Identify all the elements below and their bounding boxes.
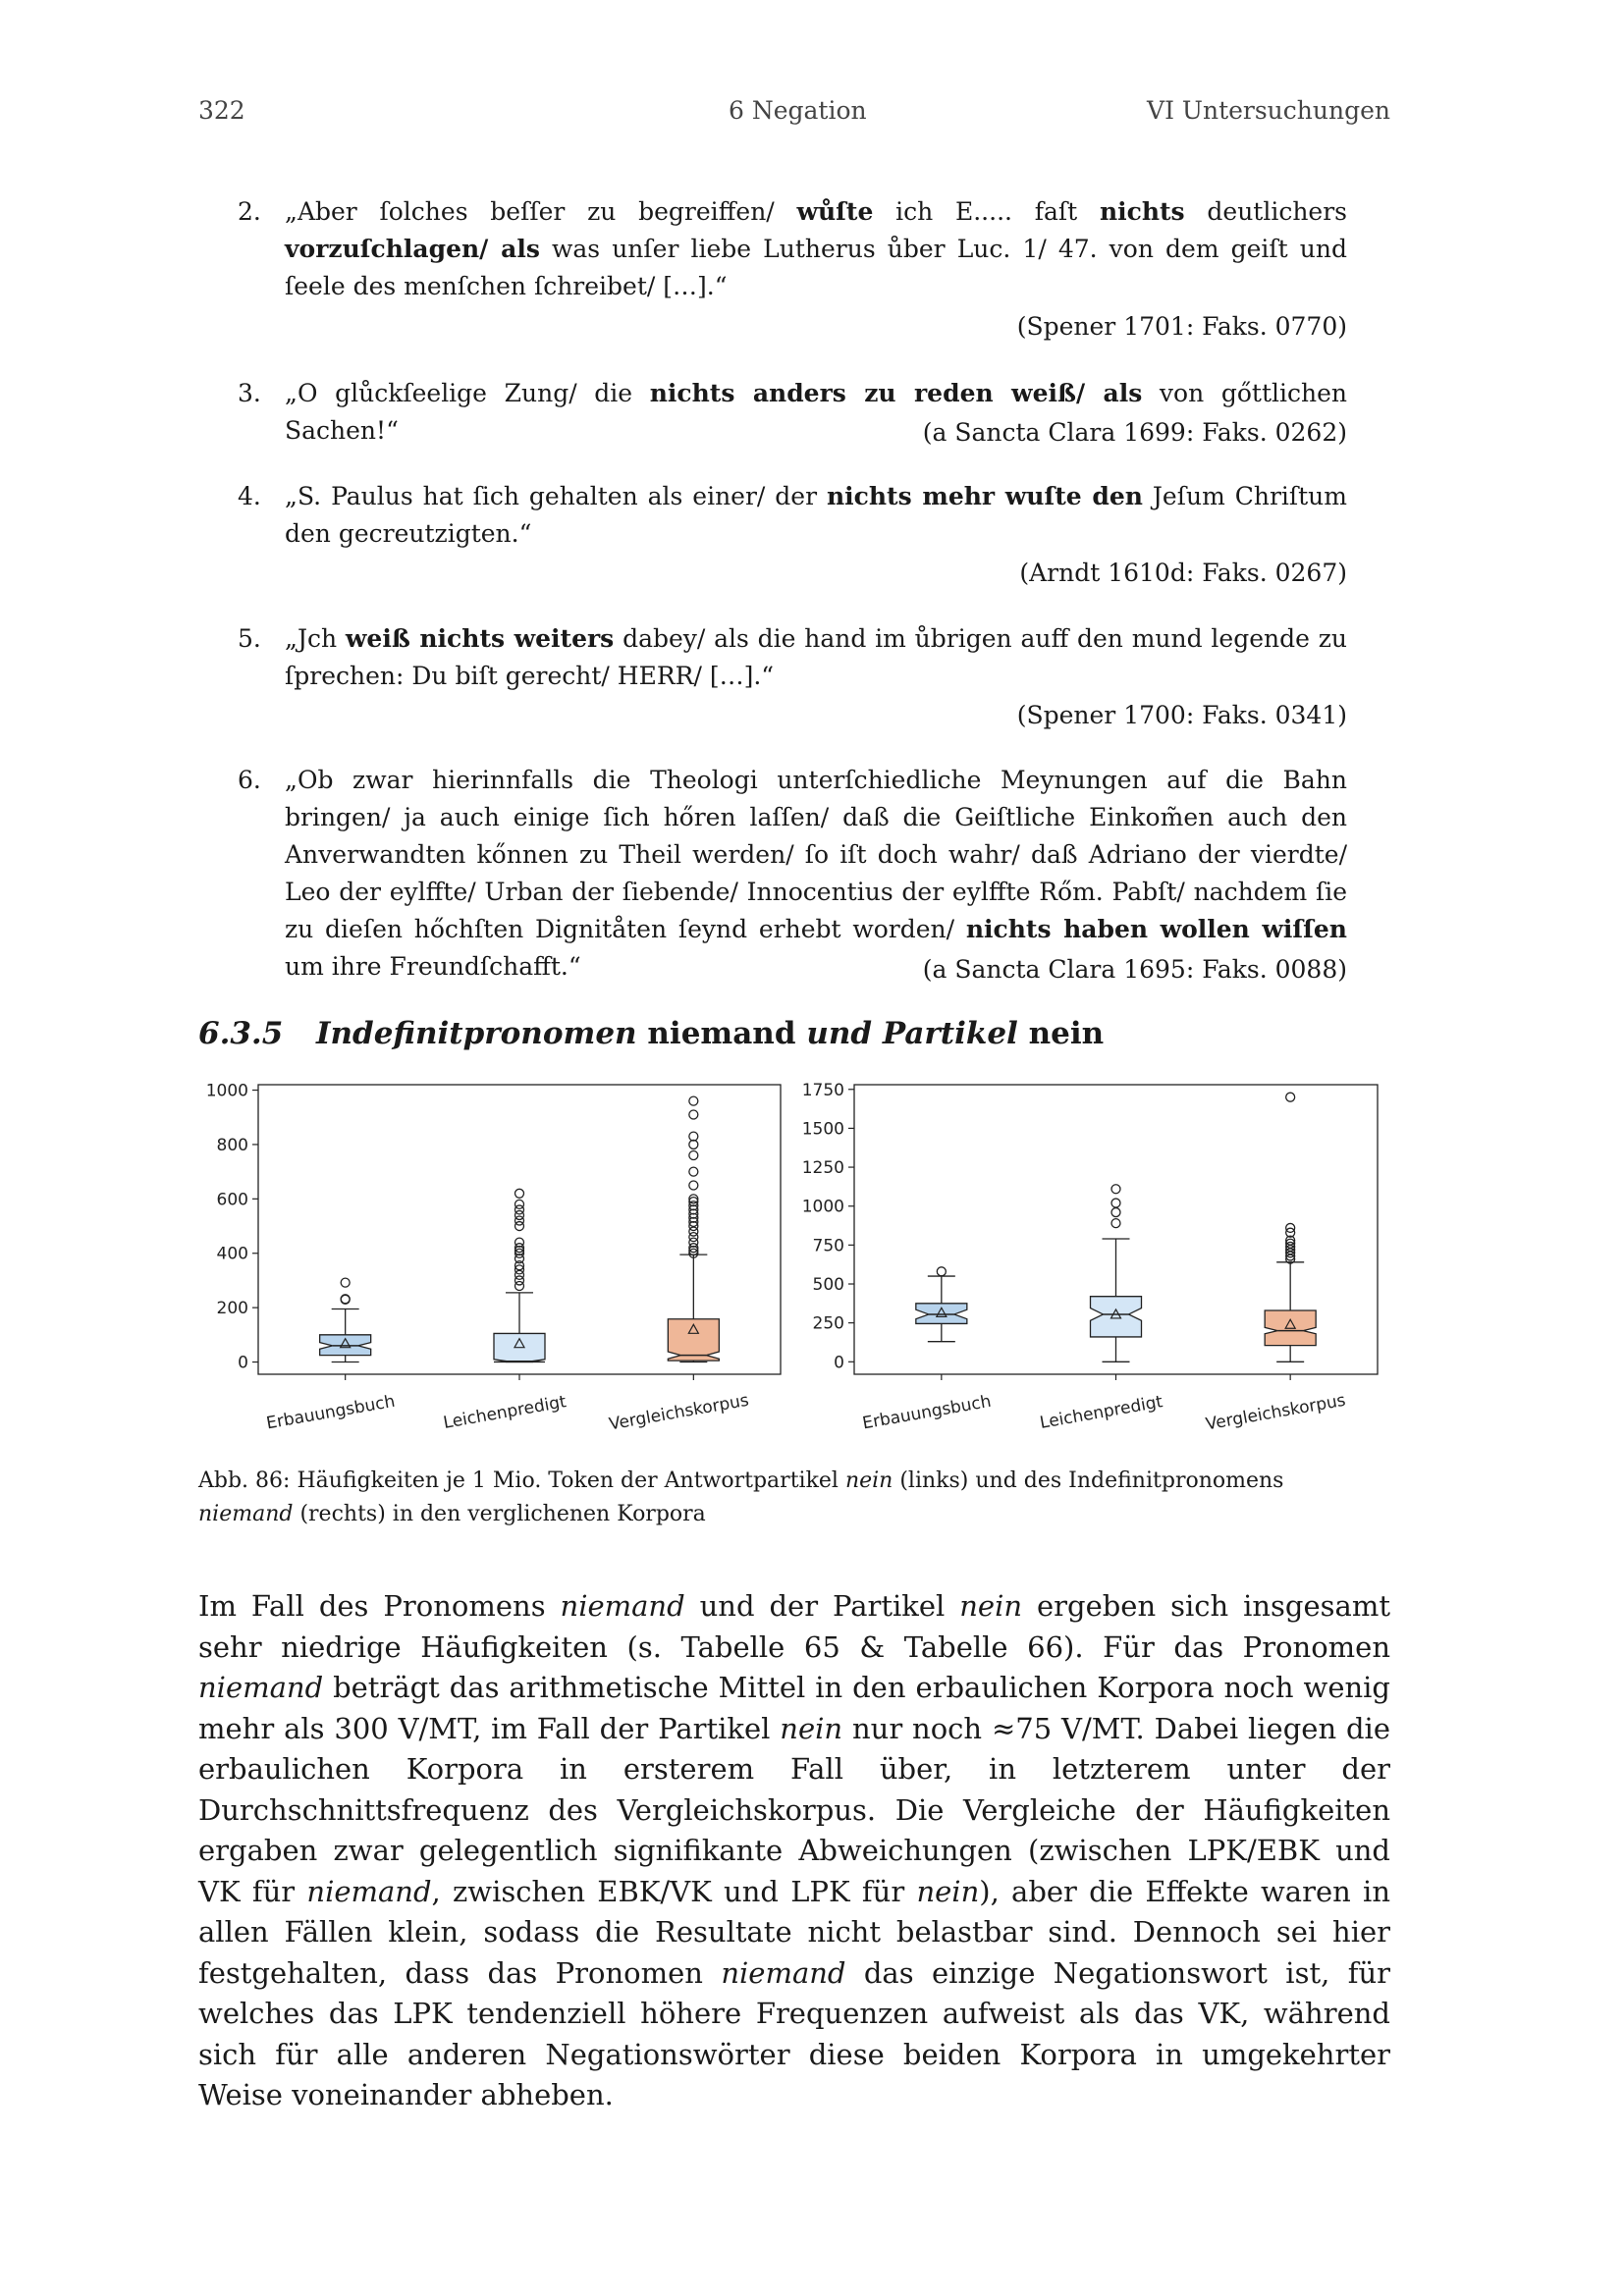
- box: [1091, 1297, 1142, 1337]
- example-number: 2.: [238, 197, 261, 226]
- section-title-term: nein: [1028, 1016, 1105, 1051]
- example-source: (a Sancta Clara 1699: Faks. 0262): [922, 418, 1347, 447]
- y-tick-label: 1000: [205, 1081, 248, 1101]
- example-source: (a Sancta Clara 1695: Faks. 0088): [922, 955, 1347, 984]
- outlier-point: [937, 1267, 946, 1276]
- example-quote: „S. Paulus hat ſich gehalten als einer/ der nichts mehr wuſte den Jeſum Chriſtum den gecreutzigten.“: [285, 482, 1347, 548]
- figure-caption: Abb. 86: Häufigkeiten je 1 Mio. Token der Antwortpartikel nein (links) und des Indefinitpronomens niemand (rechts) in den verglichenen Korpora: [198, 1468, 1284, 1526]
- section-heading: [198, 1016, 1104, 1051]
- section-title-term: niemand: [647, 1016, 796, 1051]
- example-2: [238, 193, 1347, 350]
- section-number: 6.3.5: [198, 1016, 284, 1051]
- body-paragraph: Im Fall des Pronomens niemand und der Partikel nein ergeben sich insgesamt sehr niedrige Häufigkeiten (s. Tabelle 65 & Tabelle 66). Für das Pronomen niemand beträgt das arithmetische Mittel in den erbaulichen Korpora noch wenig mehr als 300 V/MT, im Fall der Partikel nein nur noch ≈75 V/MT. Dabei liegen die erbaulichen Korpora in ersterem Fall über, in letzterem unter der Durchschnittsfrequenz des Vergleichskorpus. Die Vergleiche der Häufigkeiten ergaben zwar gelegentlich signifikante Abweichungen (zwischen LPK/EBK und VK für niemand, zwischen EBK/VK und LPK für nein), aber die Effekte waren in allen Fällen klein, sodass die Resultate nicht belastbar sind. Dennoch sei hier festgehalten, dass das Pronomen niemand das einzige Negationswort ist, für welches das LPK tendenziell höhere Frequenzen aufweist als das VK, während sich für alle anderen Negationswörter diese beiden Korpora in umgekehrter Weise voneinander abheben.: [198, 1589, 1391, 2111]
- outlier-point: [1111, 1185, 1120, 1194]
- example-5: [238, 620, 1347, 738]
- outlier-point: [515, 1189, 524, 1198]
- example-3: [238, 375, 1347, 454]
- outlier-point: [515, 1200, 524, 1208]
- outlier-point: [1286, 1093, 1295, 1101]
- outlier-point: [689, 1110, 698, 1119]
- y-tick-label: 200: [216, 1299, 248, 1319]
- y-tick-label: 250: [812, 1313, 844, 1334]
- box: [916, 1304, 967, 1324]
- example-source: (Arndt 1610d: Faks. 0267): [1019, 559, 1347, 587]
- example-quote: „Ob zwar hierinnfalls die Theologi unterſchiedliche Meynungen auf die Bahn bringen/ ja auch einige ſich hőren laſſen/ daß die Geiſtliche Einkom̃en auch den Anverwandten kőnnen zu Theil werden/ ſo iſt doch wahr/ daß Adriano der vierdte/ Leo der eylffte/ Urban der ſiebende/ Innocentius der eylffte Rőm. Pabſt/ nachdem ſie zu dieſen hőchſten Dignitåten ſeynd erhebt worden/ nichts haben wollen wiſſen um ihre Freundſchafft.“: [285, 766, 1347, 981]
- example-4: [238, 478, 1347, 596]
- y-tick-label: 0: [834, 1353, 844, 1373]
- outlier-point: [1111, 1199, 1120, 1207]
- y-tick-label: 1500: [801, 1119, 844, 1140]
- y-tick-label: 600: [216, 1190, 248, 1210]
- x-tick-label: Vergleichskorpus: [1204, 1390, 1348, 1435]
- example-source: (Spener 1700: Faks. 0341): [1016, 701, 1347, 729]
- y-tick-label: 0: [238, 1353, 248, 1373]
- section-title-part: und Partikel: [806, 1016, 1018, 1051]
- outlier-point: [1111, 1208, 1120, 1217]
- example-quote: „O glůckſeelige Zung/ die nichts anders zu reden weiß/ als von gőttlichen Sachen!“: [285, 379, 1347, 445]
- outlier-point: [689, 1151, 698, 1160]
- boxplot-chart-nein: [198, 1075, 797, 1448]
- running-title-chapter: 6 Negation: [729, 96, 867, 125]
- example-number: 3.: [238, 379, 261, 407]
- example-quote: „Jch weiß nichts weiters dabey/ als die hand im ůbrigen auff den mund legende zu ſprechen: Du biſt gerecht/ HERR/ […].“: [285, 624, 1347, 690]
- y-tick-label: 1750: [801, 1080, 844, 1100]
- outlier-point: [341, 1278, 350, 1287]
- example-number: 6.: [238, 766, 261, 794]
- y-tick-label: 500: [812, 1275, 844, 1296]
- outlier-point: [515, 1238, 524, 1247]
- y-tick-label: 400: [216, 1244, 248, 1264]
- x-tick-label: Leichenpredigt: [442, 1392, 568, 1433]
- outlier-point: [689, 1132, 698, 1141]
- outlier-point: [1111, 1219, 1120, 1228]
- y-tick-label: 1250: [801, 1158, 844, 1179]
- outlier-point: [689, 1181, 698, 1190]
- running-title-part: VI Untersuchungen: [1147, 96, 1390, 125]
- y-tick-label: 800: [216, 1135, 248, 1155]
- boxplot-chart-niemand: [791, 1075, 1390, 1448]
- outlier-point: [689, 1167, 698, 1176]
- outlier-point: [689, 1140, 698, 1148]
- outlier-point: [341, 1295, 350, 1304]
- section-title-part: Indefinitpronomen: [316, 1016, 637, 1051]
- x-tick-label: Leichenpredigt: [1038, 1392, 1164, 1433]
- example-number: 4.: [238, 482, 261, 510]
- x-tick-label: Erbauungsbuch: [860, 1391, 993, 1434]
- y-tick-label: 750: [812, 1236, 844, 1256]
- page-number: 322: [198, 96, 245, 125]
- outlier-point: [689, 1096, 698, 1105]
- x-tick-label: Vergleichskorpus: [607, 1390, 751, 1435]
- y-tick-label: 1000: [801, 1197, 844, 1217]
- example-source: (Spener 1701: Faks. 0770): [1016, 312, 1347, 341]
- example-quote: „Aber ſolches beſſer zu begreiffen/ wůſte ich E..... faſt nichts deutlichers vorzuſchlagen/ als was unſer liebe Lutherus ůber Luc. 1/ 47. von dem geiſt und ſeele des menſchen ſchreibet/ […].“: [285, 197, 1348, 300]
- x-tick-label: Erbauungsbuch: [264, 1391, 397, 1434]
- example-number: 5.: [238, 624, 261, 653]
- example-6: [238, 762, 1347, 997]
